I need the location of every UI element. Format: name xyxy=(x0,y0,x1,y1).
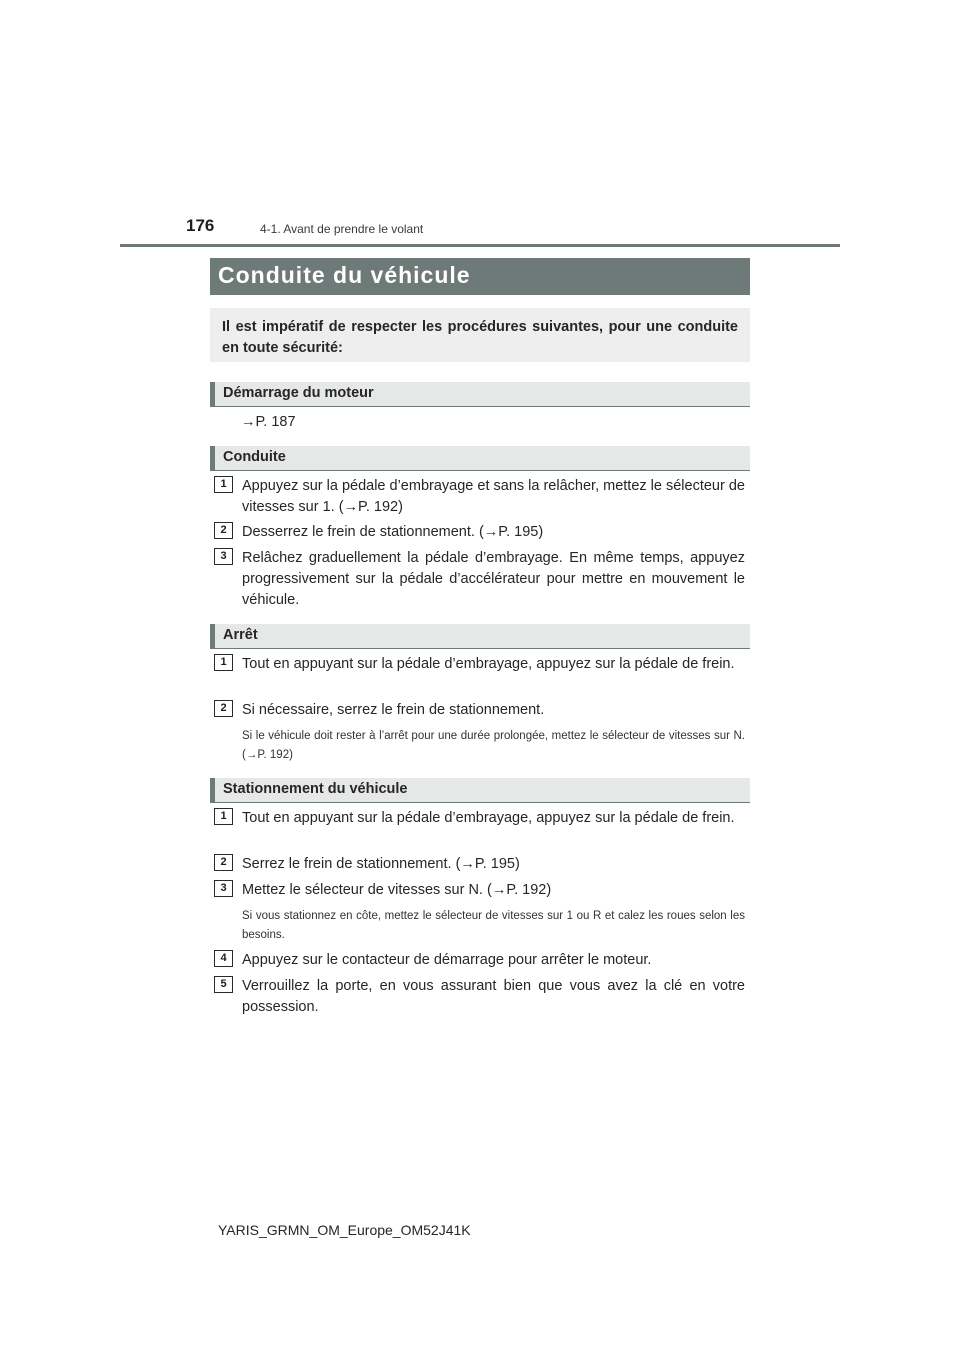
step-text: Tout en appuyant sur la pédale d’embrayage, appuyez sur la pédale de frein. xyxy=(242,810,735,826)
section-header-arret xyxy=(210,624,750,649)
step-number-badge: 1 xyxy=(214,476,233,493)
intro-box xyxy=(210,308,750,362)
step-number-badge: 4 xyxy=(214,950,233,967)
intro-text: Il est impératif de respecter les procédures suivantes, pour une conduite en toute sécurité: xyxy=(222,319,738,356)
step-text: Relâchez graduellement la pédale d’embrayage. En même temps, appuyez progressivement sur la pédale d’accélérateur pour mettre en mouvement le véhicule. xyxy=(242,550,745,608)
step-number-badge: 2 xyxy=(214,854,233,871)
section-heading: Arrêt xyxy=(223,627,258,643)
step-number-badge: 3 xyxy=(214,880,233,897)
page-number: 176 xyxy=(186,216,215,235)
section-heading: Conduite xyxy=(223,449,286,465)
title-bar xyxy=(210,258,750,295)
step-number-badge: 2 xyxy=(214,700,233,717)
document-footer-code: YARIS_GRMN_OM_Europe_OM52J41K xyxy=(218,1222,471,1238)
step-number-badge: 2 xyxy=(214,522,233,539)
note-text: Si le véhicule doit rester à l’arrêt pour une durée prolongée, mettez le sélecteur de vitesses sur N. (→P. 192) xyxy=(242,730,745,761)
section-header-demarrage xyxy=(210,382,750,407)
step-text: Desserrez le frein de stationnement. (→P. 195) xyxy=(242,524,544,540)
page-reference-link[interactable]: →P. 187 xyxy=(241,414,296,430)
step-text: Appuyez sur le contacteur de démarrage pour arrêter le moteur. xyxy=(242,952,652,968)
section-heading: Démarrage du moteur xyxy=(223,385,374,401)
step-text: Tout en appuyant sur la pédale d’embrayage, appuyez sur la pédale de frein. xyxy=(242,656,735,672)
step-text: Appuyez sur la pédale d’embrayage et sans la relâcher, mettez le sélecteur de vitesses sur 1. (→P. 192) xyxy=(242,478,745,515)
step-text: Verrouillez la porte, en vous assurant bien que vous avez la clé en votre possession. xyxy=(242,978,745,1015)
breadcrumb: 4-1. Avant de prendre le volant xyxy=(260,222,424,236)
note-text: Si vous stationnez en côte, mettez le sélecteur de vitesses sur 1 ou R et calez les roues selon les besoins. xyxy=(242,910,745,941)
step-number-badge: 1 xyxy=(214,654,233,671)
page-title: Conduite du véhicule xyxy=(218,262,471,288)
step-text: Si nécessaire, serrez le frein de stationnement. xyxy=(242,702,545,718)
step-number-badge: 5 xyxy=(214,976,233,993)
step-text: Mettez le sélecteur de vitesses sur N. (→P. 192) xyxy=(242,882,552,898)
header-rule xyxy=(120,244,840,247)
section-heading: Stationnement du véhicule xyxy=(223,781,408,797)
step-text: Serrez le frein de stationnement. (→P. 195) xyxy=(242,856,520,872)
section-header-stationnement xyxy=(210,778,750,803)
section-header-conduite xyxy=(210,446,750,471)
step-number-badge: 3 xyxy=(214,548,233,565)
step-number-badge: 1 xyxy=(214,808,233,825)
